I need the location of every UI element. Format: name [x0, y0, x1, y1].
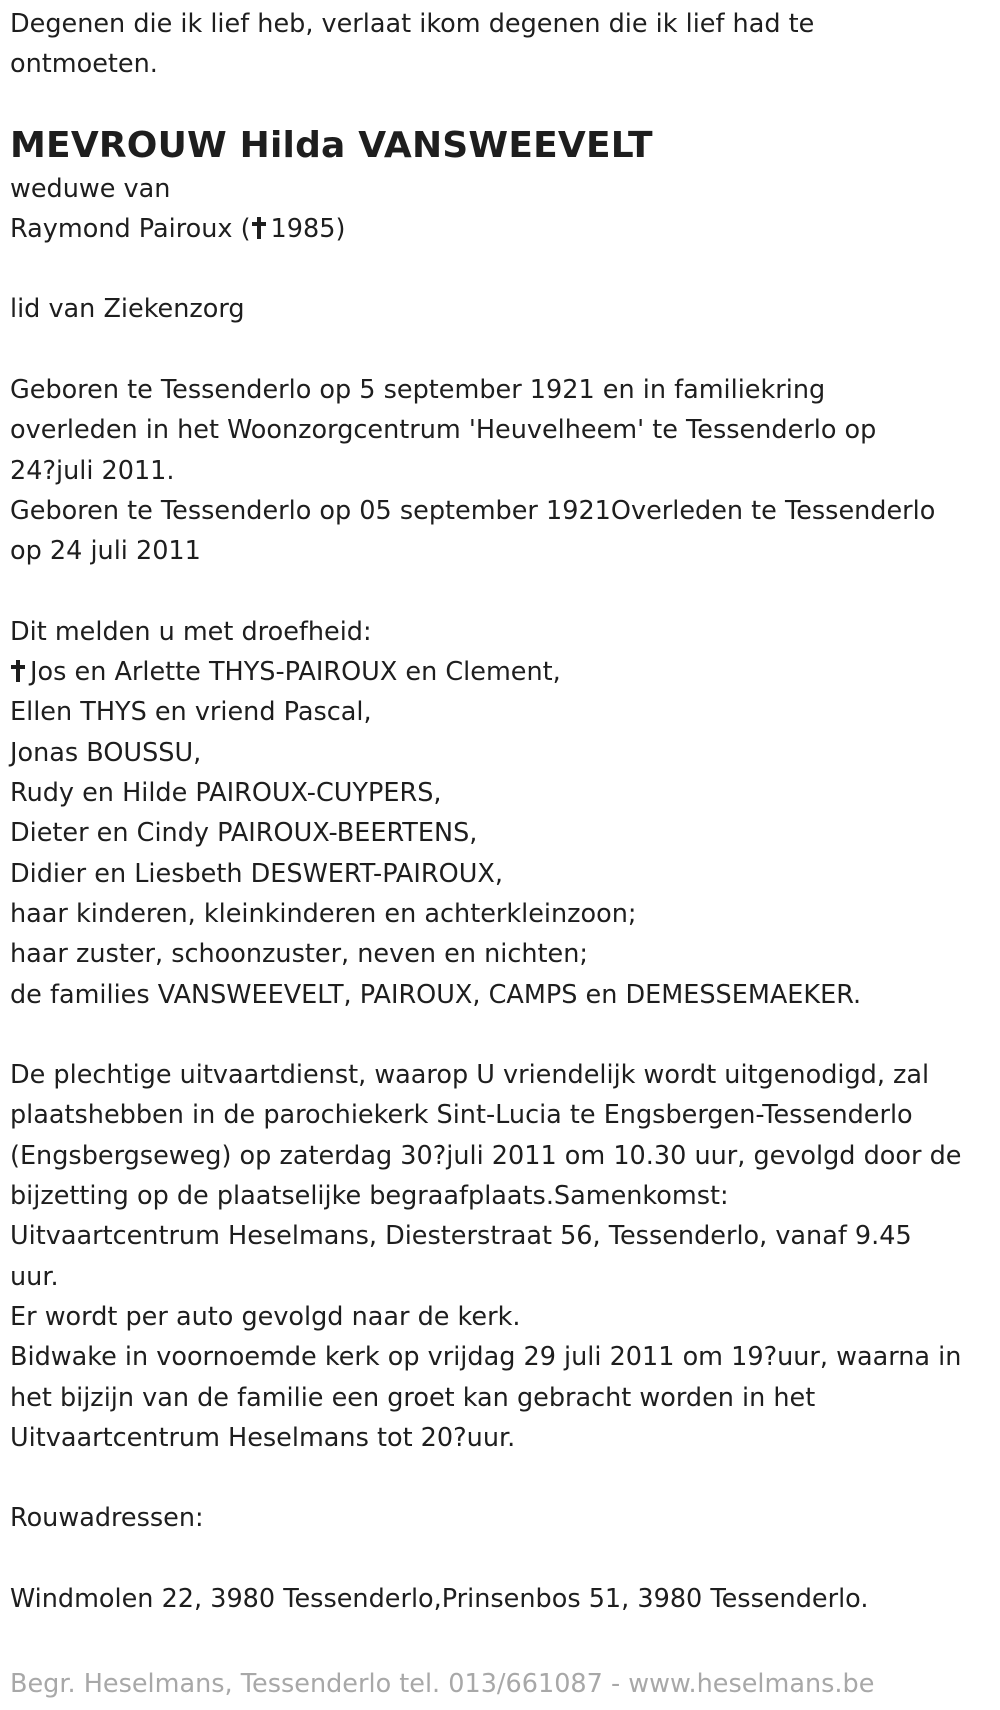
birth-death-line: Geboren te Tessenderlo op 05 september 1921Overleden te Tessenderlo [10, 495, 936, 526]
spacer [10, 1015, 985, 1055]
ceremony-line: Er wordt per auto gevolgd naar de kerk. [10, 1301, 521, 1332]
ceremony-line: bijzetting op de plaatselijke begraafplaats.Samenkomst: [10, 1181, 729, 1212]
birth-death-line: Geboren te Tessenderlo op 5 september 1921 en in familiekring [10, 375, 826, 406]
ceremony-line: het bijzijn van de familie een groet kan gebracht worden in het [10, 1382, 816, 1413]
birth-death-line: op 24 juli 2011 [10, 536, 201, 567]
spacer [10, 1458, 985, 1498]
spouse-year: 1985) [270, 213, 346, 244]
ceremony-line: Uitvaartcentrum Heselmans tot 20?uur. [10, 1422, 516, 1453]
birth-death-line: overleden in het Woonzorgcentrum 'Heuvelheem' te Tessenderlo op [10, 415, 877, 446]
spouse-prefix: weduwe van [10, 173, 171, 204]
addresses: Windmolen 22, 3980 Tessenderlo,Prinsenbos 51, 3980 Tessenderlo. [10, 1583, 869, 1614]
ceremony-line: Uitvaartcentrum Heselmans, Diesterstraat 56, Tessenderlo, vanaf 9.45 [10, 1221, 912, 1252]
spacer [10, 572, 985, 612]
ceremony-line: plaatshebben in de parochiekerk Sint-Lucia te Engsbergen-Tessenderlo [10, 1100, 913, 1131]
membership: lid van Ziekenzorg [10, 294, 245, 325]
announcer-line: Ellen THYS en vriend Pascal, [10, 697, 372, 728]
ceremony-line: Bidwake in voornoemde kerk op vrijdag 29 juli 2011 om 19?uur, waarna in [10, 1342, 962, 1373]
spouse-line [10, 209, 985, 249]
ceremony-line: uur. [10, 1261, 59, 1292]
cross-icon [10, 660, 26, 682]
announcer-line: haar kinderen, kleinkinderen en achterkleinzoon; [10, 898, 637, 929]
announcer-line: Rudy en Hilde PAIROUX-CUYPERS, [10, 778, 442, 809]
announcer-line [10, 652, 985, 692]
announcer-line: Didier en Liesbeth DESWERT-PAIROUX, [10, 858, 503, 889]
announcers-intro: Dit melden u met droefheid: [10, 616, 372, 647]
obituary-notice [10, 4, 985, 1619]
announcer-first: Jos en Arlette THYS-PAIROUX en Clement, [30, 657, 561, 688]
announcer-line: de families VANSWEEVELT, PAIROUX, CAMPS en DEMESSEMAEKER. [10, 979, 862, 1010]
announcer-line: Jonas BOUSSU, [10, 737, 202, 768]
ceremony-line: (Engsbergseweg) op zaterdag 30?juli 2011 om 10.30 uur, gevolgd door de [10, 1140, 962, 1171]
funeral-home-footer: Begr. Heselmans, Tessenderlo tel. 013/661087 - www.heselmans.be [10, 1669, 875, 1699]
ceremony-line: De plechtige uitvaartdienst, waarop U vriendelijk wordt uitgenodigd, zal [10, 1060, 930, 1091]
birth-death-line: 24?juli 2011. [10, 455, 175, 486]
cross-icon [251, 217, 267, 239]
intro-line: ontmoeten. [10, 49, 158, 80]
spacer [10, 330, 985, 370]
spacer [10, 1539, 985, 1579]
intro-line: Degenen die ik lief heb, verlaat ikom degenen die ik lief had te [10, 9, 815, 39]
deceased-name: MEVROUW Hilda VANSWEEVELT [10, 124, 653, 166]
spacer [10, 249, 985, 289]
announcer-line: haar zuster, schoonzuster, neven en nichten; [10, 939, 588, 970]
announcer-line: Dieter en Cindy PAIROUX-BEERTENS, [10, 818, 478, 849]
addresses-label: Rouwadressen: [10, 1503, 204, 1534]
spouse-name: Raymond Pairoux ( [10, 213, 251, 244]
